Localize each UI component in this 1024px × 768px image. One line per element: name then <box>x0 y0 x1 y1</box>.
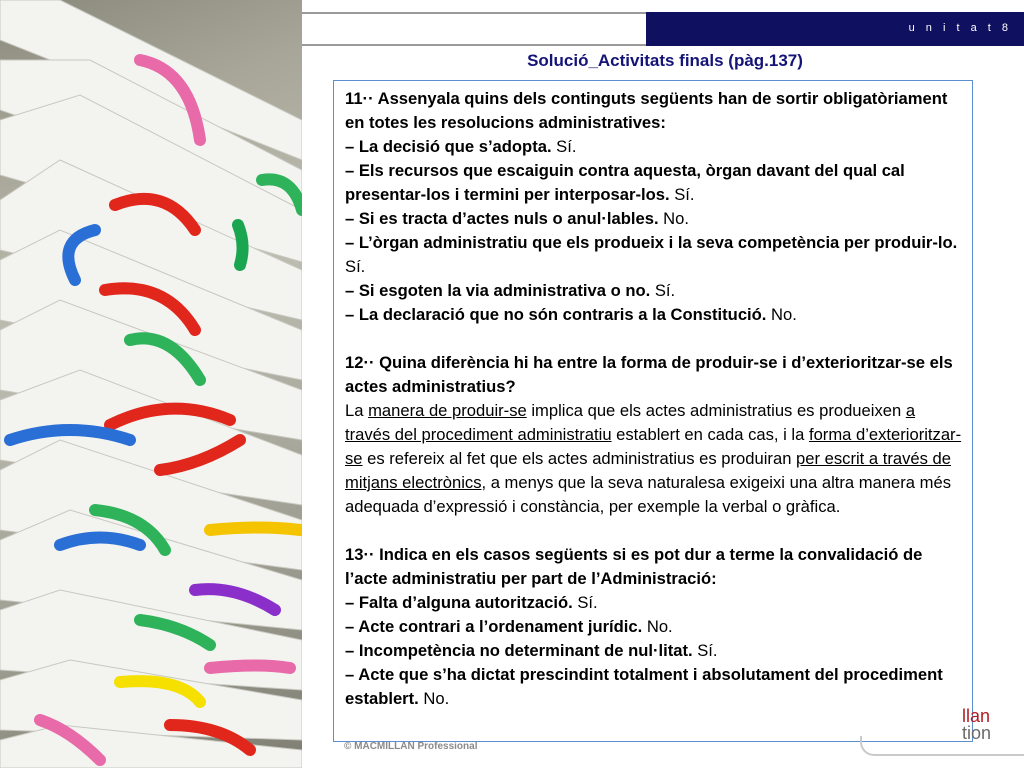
question-11: 11·· Assenyala quins dels continguts següents han de sortir obligatòriament en totes les resolucions administratives: <box>345 89 948 132</box>
q11-item: – Si esgoten la via administrativa o no. Sí. <box>345 281 676 300</box>
files-with-clips-photo <box>0 0 302 768</box>
question-12: 12·· Quina diferència hi ha entre la forma de produir-se i d’exterioritzar-se els actes administratius? <box>345 353 953 396</box>
page-title <box>302 51 1024 71</box>
question-13: 13·· Indica en els casos següents si es pot dur a terme la convalidació de l’acte administratiu per part de l’Administració: <box>345 545 923 588</box>
q13-item: – Acte que s’ha dictat prescindint totalment i absolutament del procediment establert. No. <box>345 665 943 708</box>
brand-logo-line2: tion <box>962 723 992 743</box>
page-title-text: Solució_Activitats finals (pàg.137) <box>527 51 803 70</box>
q11-item: – Si es tracta d’actes nuls o anul·lables. No. <box>345 209 689 228</box>
q11-item: – La decisió que s’adopta. Sí. <box>345 137 577 156</box>
q11-item: – L’òrgan administratiu que els produeix i la seva competència per produir-lo. Sí. <box>345 233 958 276</box>
q12-answer: La manera de produir-se implica que els actes administratius es produeixen a través del procediment administratiu establert en cada cas, i la forma d’exterioritzar-se es refereix al fet que els actes administratius es produiran per escrit a través de mitjans electrònics, a menys que la seva naturalesa exigeixi una altra manera més adequada d’expressió i constància, per exemple la verbal o gràfica. <box>345 401 962 516</box>
header-divider-bottom <box>302 44 646 46</box>
q11-item: – La declaració que no són contraris a la Constitució. No. <box>345 305 797 324</box>
unit-banner <box>646 12 1024 46</box>
q13-item: – Incompetència no determinant de nul·litat. Sí. <box>345 641 718 660</box>
unit-label: u n i t a t 8 <box>908 22 1012 34</box>
brand-logo-line1: llan <box>962 706 991 726</box>
q13-item: – Acte contrari a l’ordenament jurídic. No. <box>345 617 673 636</box>
q11-item: – Els recursos que escaiguin contra aquesta, òrgan davant del qual cal presentar-los i termini per interposar-los. Sí. <box>345 161 905 204</box>
solutions-box <box>333 80 973 742</box>
copyright-text: © MACMILLAN Professional <box>344 741 478 752</box>
q13-item: – Falta d’alguna autorització. Sí. <box>345 593 598 612</box>
brand-frame <box>860 736 1024 756</box>
